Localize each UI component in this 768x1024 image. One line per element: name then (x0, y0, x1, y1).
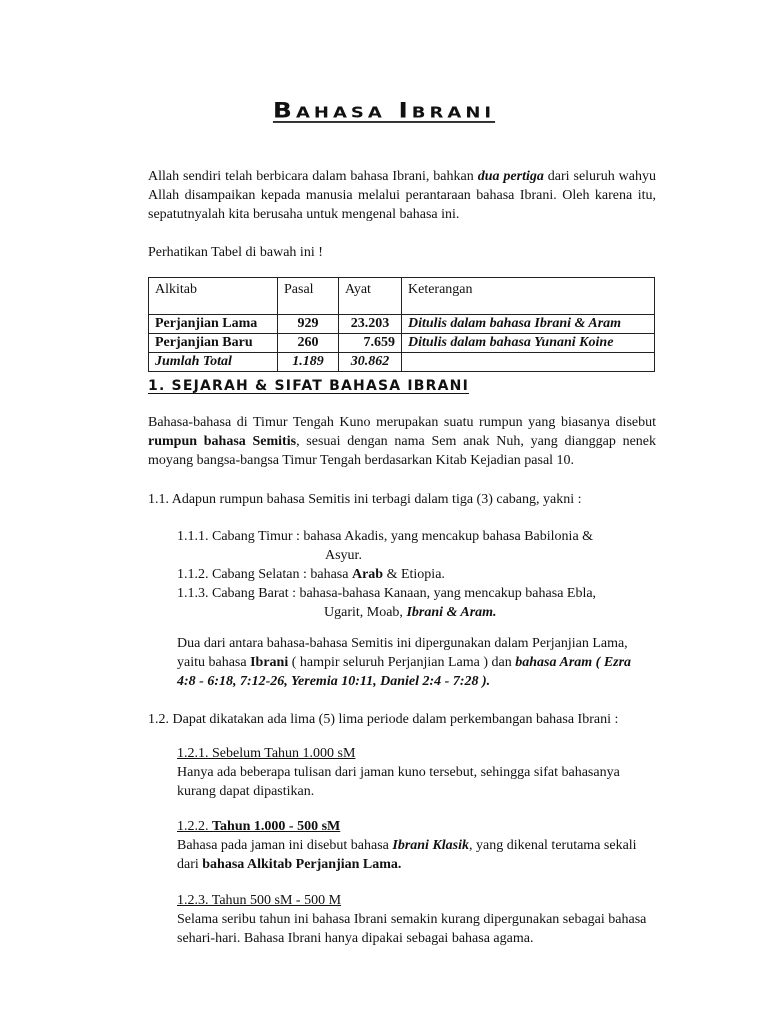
cell-ayat: 23.203 (339, 315, 402, 334)
intro-paragraph (148, 167, 656, 224)
cell-pasal: 929 (278, 315, 339, 334)
cell-pasal: 1.189 (278, 353, 339, 372)
branch-west-line-1: 1.1.3. Cabang Barat : bahasa-bahasa Kanaan, yang mencakup bahasa Ebla, (177, 586, 597, 601)
table-row (149, 334, 655, 353)
two-languages-paragraph (177, 634, 637, 691)
intro-emphasis: dua pertiga (477, 169, 544, 184)
period-2-bold: bahasa Alkitab Perjanjian Lama. (202, 857, 402, 872)
cell-pasal: 260 (278, 334, 339, 353)
branch-west-text: Ugarit, Moab, (324, 605, 407, 620)
page-title: Bahasa Ibrani (272, 98, 496, 123)
title-block (0, 96, 768, 125)
header-keterangan: Keterangan (402, 278, 655, 315)
header-alkitab: Alkitab (149, 278, 278, 315)
section-heading: 1. SEJARAH & SIFAT BAHASA IBRANI (148, 378, 470, 394)
two-lang-text-1: Dua dari antara bahasa-bahasa Semitis ini dipergunakan dalam Perjanjian Lama, yaitu bahasa (177, 636, 628, 670)
branch-east-line-1: 1.1.1. Cabang Timur : bahasa Akadis, yang mencakup bahasa Babilonia & (177, 529, 594, 544)
period-1-text: Hanya ada beberapa tulisan dari jaman kuno tersebut, sehingga sifat bahasanya kurang dapat dipastikan. (177, 765, 620, 799)
branch-west-emphasis: Ibrani & Aram. (406, 605, 497, 620)
branch-south-text-2: & Etiopia. (383, 567, 445, 582)
cell-keterangan: Ditulis dalam bahasa Yunani Koine (402, 334, 655, 353)
cell-alkitab: Perjanjian Baru (149, 334, 278, 353)
two-lang-ibrani: Ibrani (250, 655, 289, 670)
period-1 (177, 744, 657, 801)
cell-ayat: 30.862 (339, 353, 402, 372)
cell-alkitab: Jumlah Total (149, 353, 278, 372)
cell-ayat: 7.659 (339, 334, 402, 353)
semitic-text-2: , sesuai dengan nama Sem anak Nuh, yang dianggap nenek moyang bangsa-bangsa Timur Tengah berdasarkan Kitab Kejadian pasal 10. (148, 434, 656, 468)
subsection-1-2: 1.2. Dapat dikatakan ada lima (5) lima periode dalam perkembangan bahasa Ibrani : (148, 712, 619, 727)
branch-south-text: 1.1.2. Cabang Selatan : bahasa (177, 567, 352, 582)
table-row (149, 315, 655, 334)
period-2-title: Tahun 1.000 - 500 sM (212, 819, 341, 834)
two-lang-text-2: ( hampir seluruh Perjanjian Lama ) dan (288, 655, 516, 670)
branch-east (177, 527, 657, 565)
period-2-text-1: Bahasa pada jaman ini disebut bahasa (177, 838, 393, 853)
period-1-title: 1.2.1. Sebelum Tahun 1.000 sM (177, 746, 356, 761)
table-header-row (149, 278, 655, 315)
semitic-term: rumpun bahasa Semitis (148, 434, 297, 449)
cell-keterangan (402, 353, 655, 372)
semitic-paragraph (148, 413, 656, 470)
header-pasal: Pasal (278, 278, 339, 315)
period-3-text: Selama seribu tahun ini bahasa Ibrani semakin kurang dipergunakan sebagai bahasa sehari-hari. Bahasa Ibrani hanya dipakai sebagai bahasa agama. (177, 912, 647, 946)
branch-south (177, 565, 657, 584)
intro-text-2: dari seluruh wahyu Allah disampaikan kepada manusia melalui perantaraan bahasa Ibrani. Oleh karena itu, sepatutnyalah kita berusaha untuk mengenal bahasa ini. (148, 169, 656, 222)
semitic-text-1: Bahasa-bahasa di Timur Tengah Kuno merupakan suatu rumpun yang biasanya disebut (148, 415, 656, 430)
period-3 (177, 891, 657, 948)
branch-west (177, 584, 657, 622)
branch-east-line-2: Asyur. (325, 548, 362, 563)
period-2-number: 1.2.2. (177, 819, 212, 834)
branch-south-bold: Arab (351, 567, 384, 582)
table-row-total (149, 353, 655, 372)
bible-stats-table (148, 277, 655, 372)
table-note: Perhatikan Tabel di bawah ini ! (148, 245, 323, 260)
header-ayat: Ayat (339, 278, 402, 315)
subsection-1-1: 1.1. Adapun rumpun bahasa Semitis ini terbagi dalam tiga (3) cabang, yakni : (148, 492, 582, 507)
cell-alkitab: Perjanjian Lama (149, 315, 278, 334)
two-lang-aram: bahasa Aram ( Ezra 4:8 - 6:18, 7:12-26, Yeremia 10:11, Daniel 2:4 - 7:28 ). (177, 655, 632, 689)
intro-text-1: Allah sendiri telah berbicara dalam bahasa Ibrani, bahkan (148, 169, 478, 184)
period-3-title: 1.2.3. Tahun 500 sM - 500 M (177, 893, 342, 908)
period-2 (177, 817, 657, 874)
period-2-text-2: , yang dikenal terutama sekali dari (177, 838, 637, 872)
cell-keterangan: Ditulis dalam bahasa Ibrani & Aram (402, 315, 655, 334)
period-2-emphasis: Ibrani Klasik (392, 838, 470, 853)
